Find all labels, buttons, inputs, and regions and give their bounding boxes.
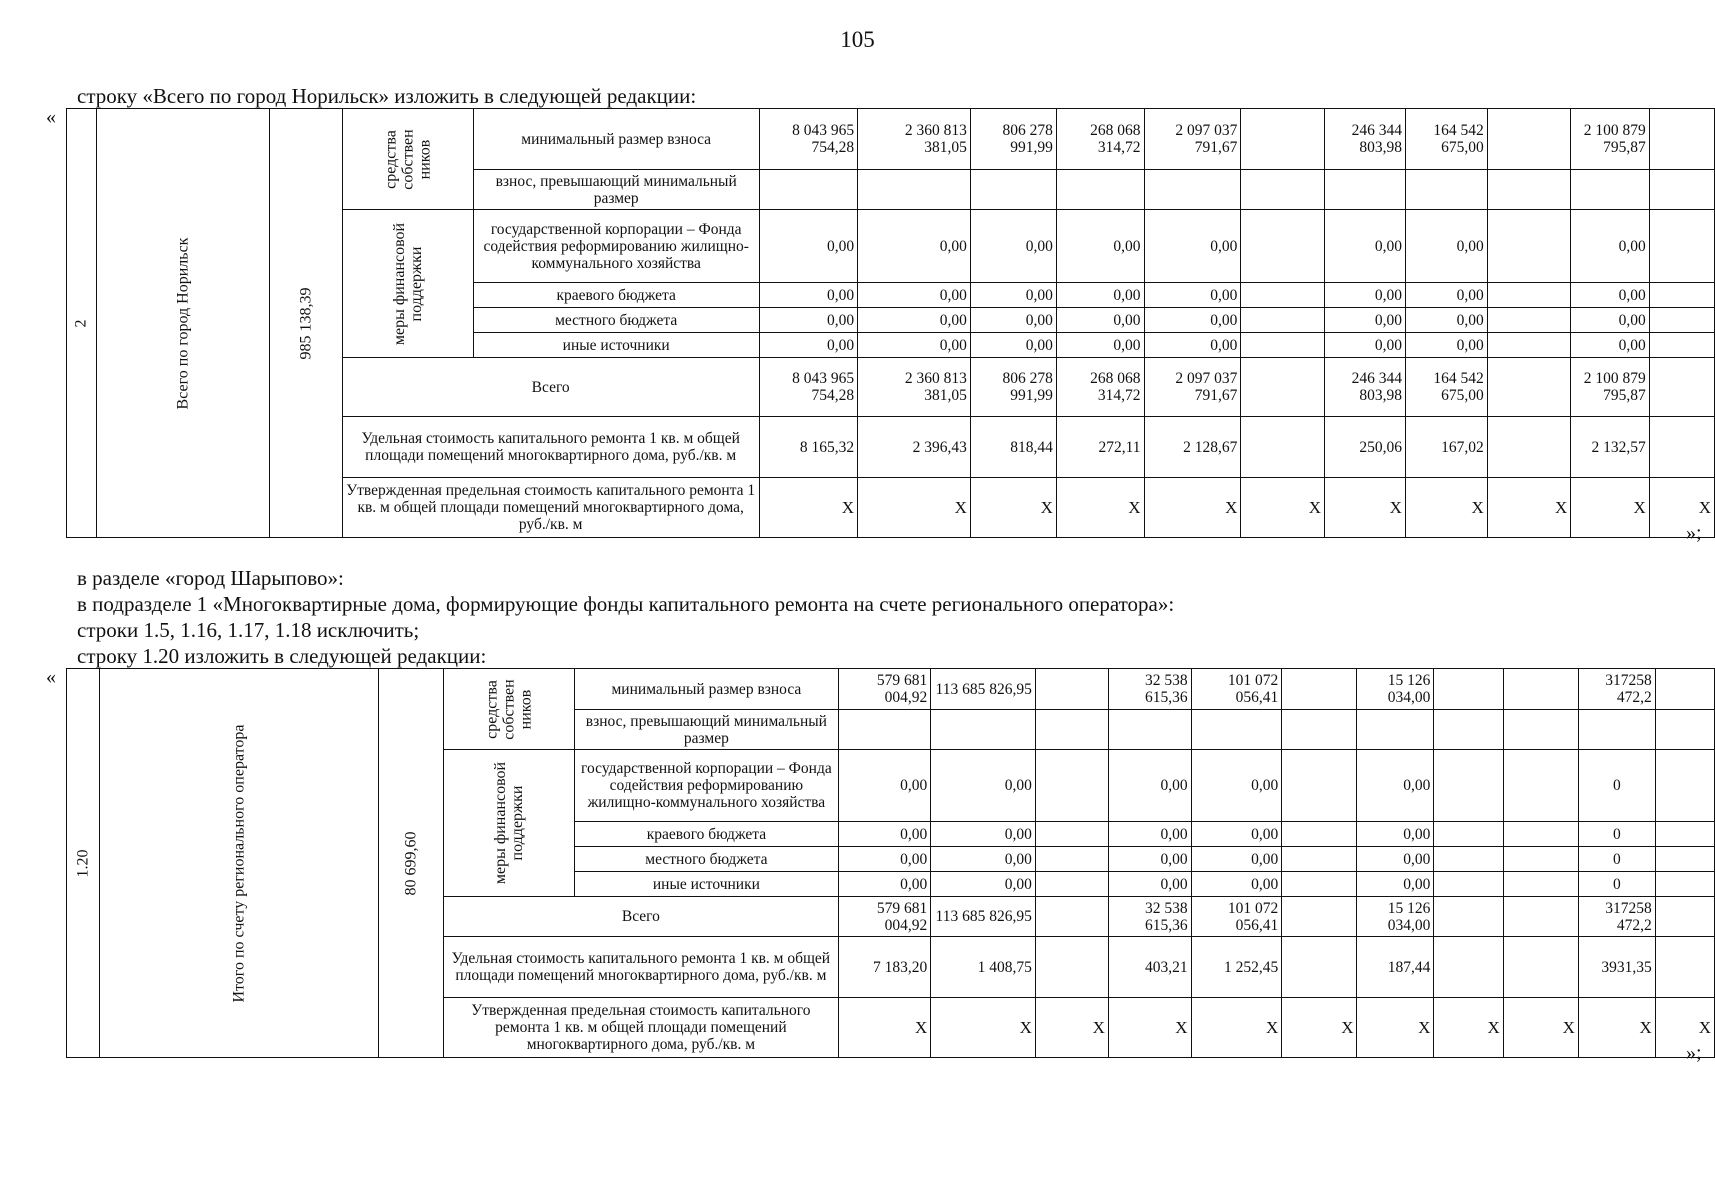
cell bbox=[1282, 710, 1357, 750]
x-mark: X bbox=[1191, 998, 1282, 1058]
x-mark: X bbox=[1487, 478, 1571, 538]
cell bbox=[931, 710, 1036, 750]
cell bbox=[1578, 710, 1655, 750]
cell: 0,00 bbox=[1571, 210, 1649, 283]
cell bbox=[1035, 750, 1108, 822]
cell: 0,00 bbox=[1108, 847, 1191, 872]
other-label: иные источники bbox=[574, 872, 838, 897]
cell: 8 165,32 bbox=[759, 417, 858, 478]
cell: 0,00 bbox=[1144, 308, 1241, 333]
cell: 0,00 bbox=[970, 308, 1056, 333]
x-mark: X bbox=[1405, 478, 1487, 538]
cell: 1 252,45 bbox=[1191, 937, 1282, 998]
cell bbox=[1649, 283, 1714, 308]
cell: 0,00 bbox=[839, 822, 931, 847]
cell: 0 bbox=[1578, 750, 1655, 822]
cell: 0,00 bbox=[1405, 333, 1487, 358]
cell bbox=[1241, 333, 1325, 358]
row-number: 1.20 bbox=[67, 669, 100, 1058]
cell bbox=[1434, 750, 1503, 822]
cell: 317258 472,2 bbox=[1578, 897, 1655, 937]
cell: 0,00 bbox=[1144, 333, 1241, 358]
total-label: Всего bbox=[443, 897, 838, 937]
cell bbox=[1035, 669, 1108, 710]
cell: 0,00 bbox=[1357, 872, 1434, 897]
cell: 0,00 bbox=[1324, 283, 1405, 308]
cell: 0,00 bbox=[1191, 822, 1282, 847]
cell bbox=[1487, 109, 1571, 170]
cell: 0,00 bbox=[931, 847, 1036, 872]
x-mark: X bbox=[858, 478, 971, 538]
max-cost-label: Утвержденная предельная стоимость капитального ремонта 1 кв. м общей площади помещений многоквартирного дома, руб./кв. м bbox=[342, 478, 759, 538]
cell: 2 128,67 bbox=[1144, 417, 1241, 478]
cell bbox=[1487, 170, 1571, 210]
cell: 0 bbox=[1578, 822, 1655, 847]
cell: 0,00 bbox=[1108, 872, 1191, 897]
cell bbox=[1241, 109, 1325, 170]
cell bbox=[1241, 308, 1325, 333]
cell bbox=[1108, 710, 1191, 750]
cell: 8 043 965 754,28 bbox=[759, 109, 858, 170]
cell: 2 360 813 381,05 bbox=[858, 109, 971, 170]
cell bbox=[1056, 170, 1144, 210]
cell bbox=[1503, 872, 1578, 897]
cell: 0,00 bbox=[1191, 847, 1282, 872]
x-mark: X bbox=[1434, 998, 1503, 1058]
cell: 0,00 bbox=[931, 750, 1036, 822]
unit-cost-label: Удельная стоимость капитального ремонта 1 кв. м общей площади помещений многоквартирного дома, руб./кв. м bbox=[342, 417, 759, 478]
cell bbox=[1503, 847, 1578, 872]
cell: 0,00 bbox=[858, 333, 971, 358]
x-mark: X bbox=[1282, 998, 1357, 1058]
cell bbox=[839, 710, 931, 750]
above-min-label: взнос, превышающий минимальный размер bbox=[473, 170, 759, 210]
cell: 101 072 056,41 bbox=[1191, 669, 1282, 710]
cell bbox=[1434, 669, 1503, 710]
cell: 2 097 037 791,67 bbox=[1144, 109, 1241, 170]
row-number: 2 bbox=[67, 109, 97, 538]
cell: 32 538 615,36 bbox=[1108, 669, 1191, 710]
cell bbox=[1655, 937, 1714, 998]
x-mark: X bbox=[1035, 998, 1108, 1058]
cell bbox=[1035, 822, 1108, 847]
object-name: Итого по счету регионального оператора bbox=[99, 669, 378, 1058]
cell bbox=[1655, 750, 1714, 822]
object-name: Всего по город Норильск bbox=[96, 109, 269, 538]
cell bbox=[1282, 669, 1357, 710]
cell: 0,00 bbox=[1324, 308, 1405, 333]
cell bbox=[1282, 847, 1357, 872]
cell: 246 344 803,98 bbox=[1324, 109, 1405, 170]
cell bbox=[1649, 417, 1714, 478]
cell bbox=[1144, 170, 1241, 210]
cell: 15 126 034,00 bbox=[1357, 897, 1434, 937]
x-mark: X bbox=[1571, 478, 1649, 538]
x-mark: X bbox=[1357, 998, 1434, 1058]
open-quote-1: « bbox=[46, 106, 56, 128]
cell: 0,00 bbox=[1108, 750, 1191, 822]
cell bbox=[1571, 170, 1649, 210]
cell: 187,44 bbox=[1357, 937, 1434, 998]
cell: 0,00 bbox=[1191, 872, 1282, 897]
cell bbox=[1649, 333, 1714, 358]
cell: 0,00 bbox=[970, 333, 1056, 358]
cell: 0,00 bbox=[1056, 283, 1144, 308]
max-cost-label: Утвержденная предельная стоимость капитального ремонта 1 кв. м общей площади помещений многоквартирного дома, руб./кв. м bbox=[443, 998, 838, 1058]
own-funds-label: средства собствен ников bbox=[342, 109, 473, 210]
cell: 317258 472,2 bbox=[1578, 669, 1655, 710]
cell: 0,00 bbox=[1108, 822, 1191, 847]
cell bbox=[1503, 669, 1578, 710]
cell: 2 100 879 795,87 bbox=[1571, 109, 1649, 170]
row-min-fee bbox=[67, 669, 1715, 710]
open-quote-2: « bbox=[46, 666, 56, 688]
cell: 0,00 bbox=[1571, 333, 1649, 358]
cell: 7 183,20 bbox=[839, 937, 931, 998]
cell: 164 542 675,00 bbox=[1405, 109, 1487, 170]
cell: 0,00 bbox=[970, 283, 1056, 308]
cell bbox=[1434, 822, 1503, 847]
cell: 0,00 bbox=[1405, 210, 1487, 283]
min-fee-label: минимальный размер взноса bbox=[574, 669, 838, 710]
cell: 579 681 004,92 bbox=[839, 669, 931, 710]
x-mark: X bbox=[1503, 998, 1578, 1058]
cell: 0 bbox=[1578, 847, 1655, 872]
total-area: 80 699,60 bbox=[378, 669, 443, 1058]
above-min-label: взнос, превышающий минимальный размер bbox=[574, 710, 838, 750]
x-mark: X bbox=[1241, 478, 1325, 538]
cell: 0,00 bbox=[858, 283, 971, 308]
cell: 0,00 bbox=[1324, 333, 1405, 358]
cell bbox=[1035, 710, 1108, 750]
cell bbox=[1655, 872, 1714, 897]
cell: 0,00 bbox=[1357, 822, 1434, 847]
cell: 0,00 bbox=[759, 308, 858, 333]
cell bbox=[1487, 417, 1571, 478]
cell bbox=[1649, 170, 1714, 210]
cell: 0,00 bbox=[1144, 210, 1241, 283]
cell bbox=[1405, 170, 1487, 210]
cell: 0,00 bbox=[1571, 283, 1649, 308]
cell bbox=[759, 170, 858, 210]
section-line-4: строку 1.20 изложить в следующей редакции: bbox=[77, 644, 487, 668]
cell bbox=[1487, 210, 1571, 283]
x-mark: X bbox=[1649, 478, 1714, 538]
support-label: меры финансовой поддержки bbox=[443, 750, 574, 897]
other-label: иные источники bbox=[473, 333, 759, 358]
cell: 0,00 bbox=[1571, 308, 1649, 333]
krai-label: краевого бюджета bbox=[574, 822, 838, 847]
cell bbox=[1241, 210, 1325, 283]
cell bbox=[1655, 822, 1714, 847]
x-mark: X bbox=[970, 478, 1056, 538]
cell bbox=[1282, 822, 1357, 847]
cell bbox=[1649, 109, 1714, 170]
cell bbox=[1655, 897, 1714, 937]
cell: 0,00 bbox=[1056, 308, 1144, 333]
cell: 3931,35 bbox=[1578, 937, 1655, 998]
x-mark: X bbox=[1324, 478, 1405, 538]
cell: 32 538 615,36 bbox=[1108, 897, 1191, 937]
close-quote-1: »; bbox=[1686, 522, 1702, 544]
x-mark: X bbox=[1108, 998, 1191, 1058]
cell: 2 132,57 bbox=[1571, 417, 1649, 478]
cell: 2 396,43 bbox=[858, 417, 971, 478]
cell: 0,00 bbox=[931, 872, 1036, 897]
section-line-3: строки 1.5, 1.16, 1.17, 1.18 исключить; bbox=[77, 618, 420, 642]
cell bbox=[1503, 937, 1578, 998]
cell bbox=[1434, 872, 1503, 897]
cell: 0,00 bbox=[1056, 333, 1144, 358]
cell: 0,00 bbox=[1144, 283, 1241, 308]
cell: 268 068 314,72 bbox=[1056, 358, 1144, 417]
cell: 0,00 bbox=[1357, 847, 1434, 872]
cell bbox=[1282, 937, 1357, 998]
cell bbox=[1434, 847, 1503, 872]
cell: 101 072 056,41 bbox=[1191, 897, 1282, 937]
cell bbox=[970, 170, 1056, 210]
sharypovo-table bbox=[66, 668, 1715, 1058]
cell bbox=[1649, 358, 1714, 417]
cell bbox=[1434, 897, 1503, 937]
local-label: местного бюджета bbox=[574, 847, 838, 872]
cell: 250,06 bbox=[1324, 417, 1405, 478]
cell bbox=[1035, 847, 1108, 872]
cell bbox=[1241, 283, 1325, 308]
cell bbox=[1241, 358, 1325, 417]
support-label: меры финансовой поддержки bbox=[342, 210, 473, 358]
cell: 0,00 bbox=[1405, 283, 1487, 308]
cell: 0,00 bbox=[839, 750, 931, 822]
cell: 0,00 bbox=[858, 308, 971, 333]
cell: 2 097 037 791,67 bbox=[1144, 358, 1241, 417]
intro-line: строку «Всего по город Норильск» изложить в следующей редакции: bbox=[77, 84, 697, 108]
cell: 2 100 879 795,87 bbox=[1571, 358, 1649, 417]
x-mark: X bbox=[1056, 478, 1144, 538]
total-area: 985 138,39 bbox=[269, 109, 342, 538]
cell bbox=[1035, 937, 1108, 998]
cell: 0,00 bbox=[1324, 210, 1405, 283]
x-mark: X bbox=[1144, 478, 1241, 538]
cell: 8 043 965 754,28 bbox=[759, 358, 858, 417]
cell bbox=[1487, 358, 1571, 417]
cell bbox=[1655, 710, 1714, 750]
corp-label: государственной корпорации – Фонда содействия реформированию жилищно-коммунального хозяйства bbox=[473, 210, 759, 283]
x-mark: X bbox=[931, 998, 1036, 1058]
min-fee-label: минимальный размер взноса bbox=[473, 109, 759, 170]
cell bbox=[858, 170, 971, 210]
cell bbox=[1241, 417, 1325, 478]
cell: 272,11 bbox=[1056, 417, 1144, 478]
cell: 167,02 bbox=[1405, 417, 1487, 478]
cell bbox=[1655, 847, 1714, 872]
cell: 1 408,75 bbox=[931, 937, 1036, 998]
cell: 113 685 826,95 bbox=[931, 897, 1036, 937]
cell bbox=[1282, 750, 1357, 822]
krai-label: краевого бюджета bbox=[473, 283, 759, 308]
cell bbox=[1487, 333, 1571, 358]
unit-cost-label: Удельная стоимость капитального ремонта 1 кв. м общей площади помещений многоквартирного дома, руб./кв. м bbox=[443, 937, 838, 998]
cell: 0,00 bbox=[839, 847, 931, 872]
x-mark: X bbox=[1578, 998, 1655, 1058]
cell: 246 344 803,98 bbox=[1324, 358, 1405, 417]
cell: 0,00 bbox=[759, 210, 858, 283]
cell bbox=[1487, 283, 1571, 308]
cell: 2 360 813 381,05 bbox=[858, 358, 971, 417]
cell: 0,00 bbox=[1056, 210, 1144, 283]
cell: 0,00 bbox=[858, 210, 971, 283]
cell bbox=[1282, 872, 1357, 897]
cell: 806 278 991,99 bbox=[970, 358, 1056, 417]
cell bbox=[1434, 937, 1503, 998]
cell bbox=[1655, 669, 1714, 710]
close-quote-2: »; bbox=[1686, 1042, 1702, 1064]
cell bbox=[1241, 170, 1325, 210]
x-mark: X bbox=[839, 998, 931, 1058]
cell: 113 685 826,95 bbox=[931, 669, 1036, 710]
cell bbox=[1503, 750, 1578, 822]
cell: 0 bbox=[1578, 872, 1655, 897]
section-line-2: в подразделе 1 «Многоквартирные дома, формирующие фонды капитального ремонта на счете регионального оператора»: bbox=[77, 592, 1175, 616]
cell: 0,00 bbox=[1357, 750, 1434, 822]
cell bbox=[1324, 170, 1405, 210]
cell bbox=[1191, 710, 1282, 750]
cell: 0,00 bbox=[970, 210, 1056, 283]
cell: 0,00 bbox=[931, 822, 1036, 847]
own-funds-label: средства собствен ников bbox=[443, 669, 574, 750]
cell: 579 681 004,92 bbox=[839, 897, 931, 937]
cell: 0,00 bbox=[839, 872, 931, 897]
cell: 0,00 bbox=[759, 283, 858, 308]
cell bbox=[1035, 897, 1108, 937]
x-mark: X bbox=[759, 478, 858, 538]
local-label: местного бюджета bbox=[473, 308, 759, 333]
total-label: Всего bbox=[342, 358, 759, 417]
cell: 15 126 034,00 bbox=[1357, 669, 1434, 710]
page-number: 105 bbox=[840, 27, 875, 52]
cell bbox=[1503, 822, 1578, 847]
cell: 0,00 bbox=[759, 333, 858, 358]
cell: 818,44 bbox=[970, 417, 1056, 478]
cell bbox=[1503, 897, 1578, 937]
cell bbox=[1357, 710, 1434, 750]
cell bbox=[1434, 710, 1503, 750]
section-line-1: в разделе «город Шарыпово»: bbox=[77, 566, 344, 590]
cell bbox=[1282, 897, 1357, 937]
corp-label: государственной корпорации – Фонда содействия реформированию жилищно-коммунального хозяйства bbox=[574, 750, 838, 822]
cell bbox=[1487, 308, 1571, 333]
cell bbox=[1649, 210, 1714, 283]
cell: 164 542 675,00 bbox=[1405, 358, 1487, 417]
cell: 806 278 991,99 bbox=[970, 109, 1056, 170]
cell: 0,00 bbox=[1405, 308, 1487, 333]
cell bbox=[1649, 308, 1714, 333]
cell: 0,00 bbox=[1191, 750, 1282, 822]
row-min-fee bbox=[67, 109, 1715, 170]
cell: 403,21 bbox=[1108, 937, 1191, 998]
cell bbox=[1503, 710, 1578, 750]
norilsk-table bbox=[66, 108, 1715, 538]
cell: 268 068 314,72 bbox=[1056, 109, 1144, 170]
cell bbox=[1035, 872, 1108, 897]
x-mark: X bbox=[1655, 998, 1714, 1058]
